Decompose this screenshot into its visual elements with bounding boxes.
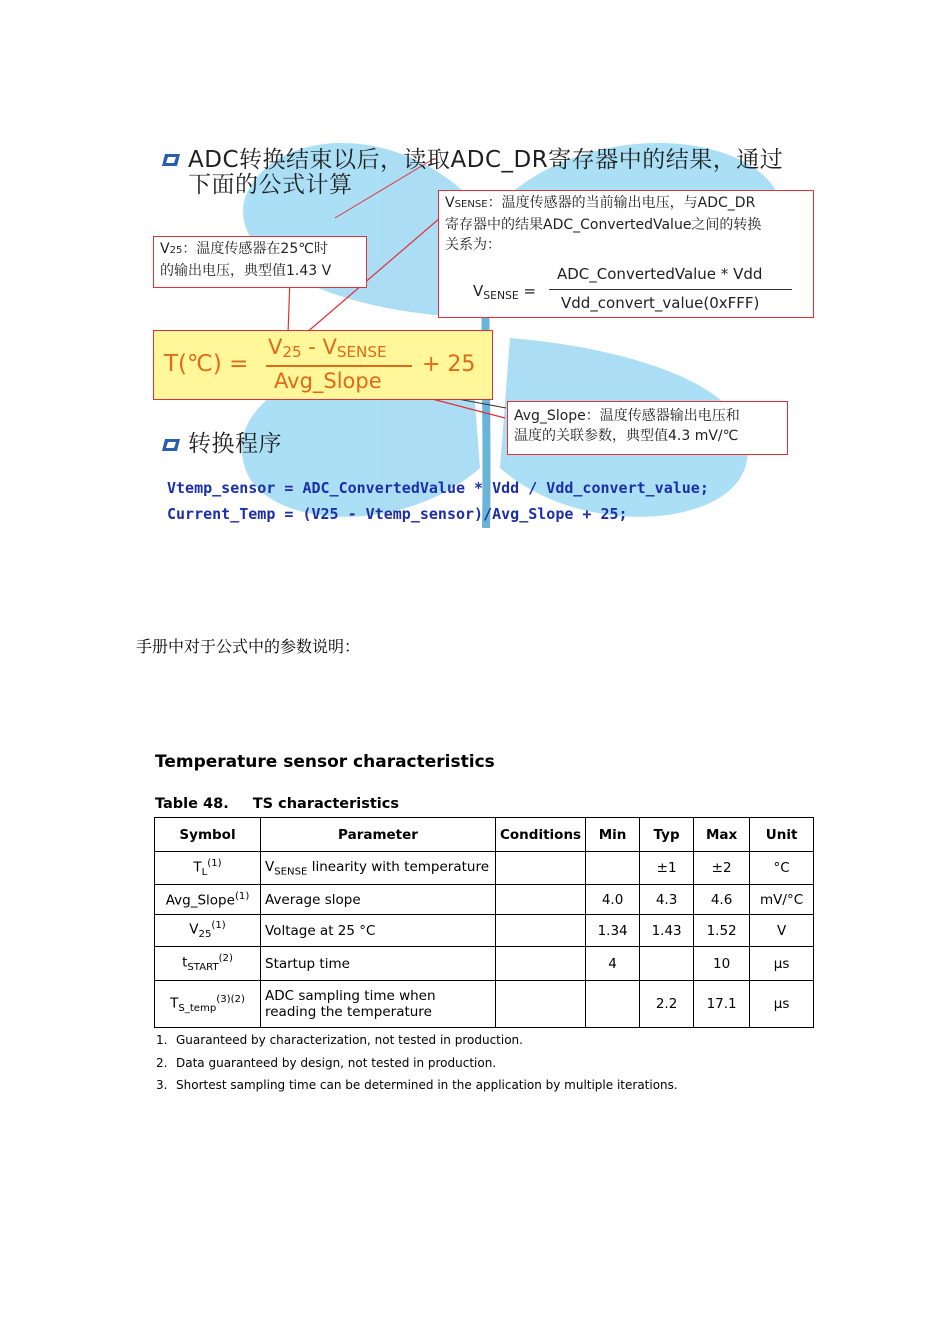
code-line-1: Vtemp_sensor = ADC_ConvertedValue * Vdd / Vdd_convert_value; — [167, 479, 709, 497]
vsense-eq-lhs: $V_{SENSE}$ = — [473, 282, 537, 302]
avgslope-desc-1: Avg_Slope：温度传感器输出电压和 — [514, 408, 740, 424]
v25-symbol: V — [160, 241, 170, 257]
v25-desc-2: 的输出电压，典型值1.43 V — [160, 263, 332, 279]
cell-min: 1.34 — [586, 915, 640, 947]
table-title: TS characteristics — [252, 796, 399, 812]
table-number: Table 48. — [155, 796, 229, 812]
cell-max: 17.1 — [694, 981, 750, 1028]
cell-max: ±2 — [694, 852, 750, 885]
cell-conditions — [496, 915, 586, 947]
cell-min: 4 — [586, 947, 640, 981]
program-heading: 转换程序 — [188, 431, 282, 457]
table-row — [155, 852, 814, 885]
cell-unit: °C — [750, 852, 814, 885]
header-typ: Typ — [640, 818, 694, 852]
ts-characteristics-table — [154, 817, 814, 1028]
cell-min — [586, 981, 640, 1028]
cell-symbol: $V_{25}^{(1)}$ — [155, 915, 261, 947]
cell-typ: 1.43 — [640, 915, 694, 947]
v25-subscript: 25 — [169, 245, 183, 256]
cell-typ: 2.2 — [640, 981, 694, 1028]
cell-typ: ±1 — [640, 852, 694, 885]
footnote: 2. Data guaranteed by design, not tested in production. — [156, 1056, 497, 1070]
header-parameter: Parameter — [261, 818, 496, 852]
footnote: 3. Shortest sampling time can be determined in the application by multiple iterations. — [156, 1078, 678, 1092]
formula-lhs: T(℃) = — [164, 351, 249, 377]
cell-max: 4.6 — [694, 885, 750, 915]
cell-parameter: $V_{SENSE}$ linearity with temperature — [261, 852, 496, 885]
vsense-eq-fraction-bar — [549, 289, 792, 290]
section-title: Temperature sensor characteristics — [155, 752, 495, 772]
formula-numerator: V25 - VSENSE — [268, 335, 387, 361]
header-min: Min — [586, 818, 640, 852]
vsense-eq-denominator: Vdd_convert_value(0xFFF) — [561, 294, 760, 312]
cell-symbol: Avg_Slope$^{(1)}$ — [155, 885, 261, 915]
bullet-icon — [162, 152, 182, 168]
cell-min: 4.0 — [586, 885, 640, 915]
cell-conditions — [496, 852, 586, 885]
cell-conditions — [496, 947, 586, 981]
vsense-desc-2: 寄存器中的结果ADC_ConvertedValue之间的转换 — [445, 217, 762, 233]
formula-fraction-bar — [266, 365, 412, 367]
header-conditions: Conditions — [496, 818, 586, 852]
v25-callout — [153, 236, 367, 288]
cell-max: 10 — [694, 947, 750, 981]
vsense-symbol: V — [445, 195, 455, 211]
cell-parameter: Voltage at 25 °C — [261, 915, 496, 947]
cell-unit: µs — [750, 947, 814, 981]
cell-parameter: Startup time — [261, 947, 496, 981]
cell-unit: mV/°C — [750, 885, 814, 915]
avgslope-callout — [507, 401, 788, 455]
cell-min — [586, 852, 640, 885]
footnote: 1. Guaranteed by characterization, not tested in production. — [156, 1033, 523, 1047]
v25-desc-1: ：温度传感器在25℃时 — [182, 241, 328, 257]
formula-slide — [150, 138, 830, 538]
vsense-subscript: SENSE — [454, 199, 488, 210]
body-paragraph: 手册中对于公式中的参数说明： — [136, 637, 361, 656]
header-max: Max — [694, 818, 750, 852]
bullet-icon — [162, 437, 182, 453]
cell-max: 1.52 — [694, 915, 750, 947]
table-header-row — [155, 818, 814, 852]
temperature-formula — [153, 330, 493, 400]
vsense-callout — [438, 190, 814, 318]
table-row — [155, 885, 814, 915]
avgslope-desc-2: 温度的关联参数，典型值4.3 mV/℃ — [514, 428, 739, 444]
header-symbol: Symbol — [155, 818, 261, 852]
formula-denominator: Avg_Slope — [274, 369, 382, 393]
slide-heading-line2: 下面的公式计算 — [188, 172, 353, 198]
cell-unit: V — [750, 915, 814, 947]
formula-plus-25: + 25 — [422, 352, 476, 377]
cell-conditions — [496, 981, 586, 1028]
table-row — [155, 981, 814, 1028]
table-row — [155, 915, 814, 947]
vsense-eq-numerator: ADC_ConvertedValue * Vdd — [557, 265, 763, 283]
vsense-desc-3: 关系为： — [445, 237, 501, 253]
vsense-desc-1: ：温度传感器的当前输出电压，与ADC_DR — [487, 195, 756, 211]
cell-symbol: $t_{START}^{(2)}$ — [155, 947, 261, 981]
cell-parameter: ADC sampling time when reading the temperature — [261, 981, 496, 1028]
table-row — [155, 947, 814, 981]
header-unit: Unit — [750, 818, 814, 852]
table-caption — [155, 796, 399, 812]
cell-conditions — [496, 885, 586, 915]
cell-parameter: Average slope — [261, 885, 496, 915]
slide-heading-line1: ADC转换结束以后，读取ADC_DR寄存器中的结果，通过 — [188, 147, 784, 173]
cell-typ: 4.3 — [640, 885, 694, 915]
cell-unit: µs — [750, 981, 814, 1028]
code-line-2: Current_Temp = (V25 - Vtemp_sensor)/Avg_Slope + 25; — [167, 505, 628, 523]
cell-symbol: $T_{S\_temp}^{(3)(2)}$ — [155, 981, 261, 1028]
cell-typ — [640, 947, 694, 981]
cell-symbol: $T_L^{(1)}$ — [155, 852, 261, 885]
